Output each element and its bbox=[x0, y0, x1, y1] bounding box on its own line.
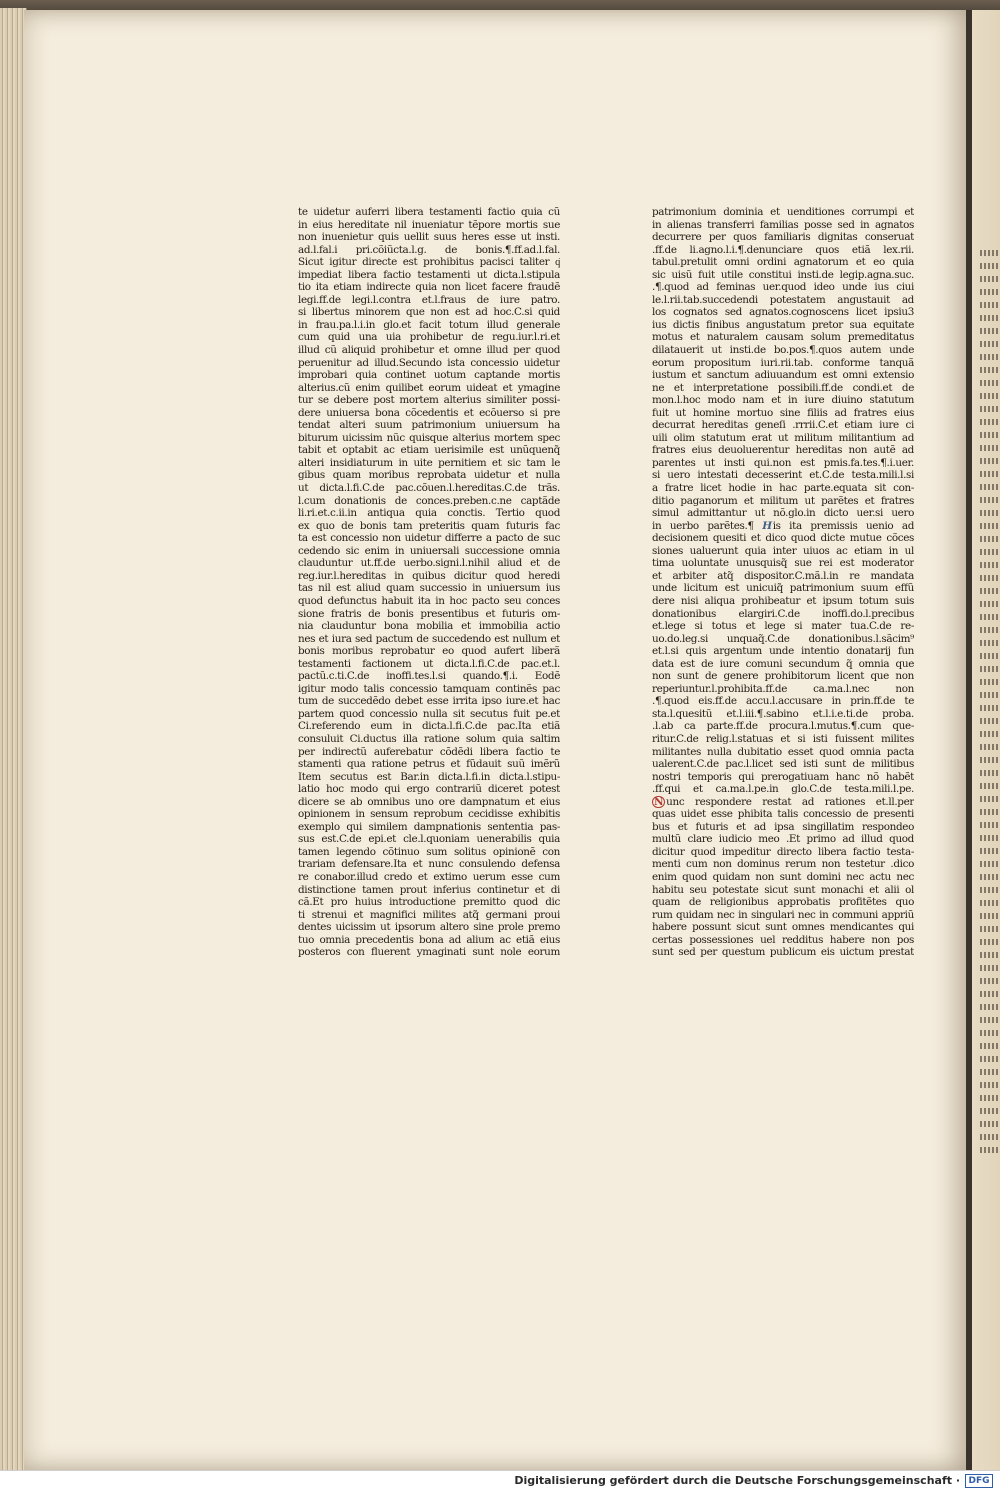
text-line: distinctione tamen prout inferius continetur et di bbox=[298, 883, 560, 896]
adjacent-text-fragment bbox=[980, 965, 1000, 971]
text-line: Sicut igitur directe est prohibitus pacisci taliter q͂ bbox=[298, 256, 560, 269]
adjacent-text-fragment bbox=[980, 536, 1000, 542]
text-line: et.l.si quis argentum unde intentio donatarij fun bbox=[652, 645, 914, 658]
text-line: tima uoluntate unusquisq̃ sue rei est moderator bbox=[652, 557, 914, 570]
text-line: biturum uicissim nũc quisque alterius mortem spec bbox=[298, 431, 560, 444]
text-line: nes et iura sed pactum de succedendo est nullum et bbox=[298, 632, 560, 645]
text-line: ut dicta.l.fi.C.de pac.cõuen.l.hereditas.C.de trãs. bbox=[298, 482, 560, 495]
text-line: ne et interpretatione possibili.ff.de condi.et de bbox=[652, 381, 914, 394]
text-line: eorum propositum iuri.rii.tab. conforme tanquã bbox=[652, 356, 914, 369]
adjacent-text-fragment bbox=[980, 354, 1000, 360]
text-line: cã.Et pro huius introductione premitto quod dic bbox=[298, 896, 560, 909]
text-line: parentes ut insti qui.non est pmis.fa.tes.¶.i.uer. bbox=[652, 456, 914, 469]
adjacent-text-fragment bbox=[980, 770, 1000, 776]
funding-notice: Digitalisierung gefördert durch die Deutsche Forschungsgemeinschaft · bbox=[514, 1474, 960, 1487]
text-line: Item secutus est Bar.in dicta.l.fi.in dicta.l.stipu- bbox=[298, 770, 560, 783]
text-line: nostri temporis qui prerogatiuam hanc nõ habẽt bbox=[652, 770, 914, 783]
adjacent-text-fragment bbox=[980, 731, 1000, 737]
text-line: re conabor.illud credo et extimo uerum esse cum bbox=[298, 870, 560, 883]
adjacent-text-fragment bbox=[980, 796, 1000, 802]
text-line: sus est.C.de epi.et cle.l.quoniam uenerabilis quia bbox=[298, 833, 560, 846]
text-line: improbari quia continet uotum captande mortis bbox=[298, 369, 560, 382]
adjacent-text-fragment bbox=[980, 874, 1000, 880]
adjacent-page-edge bbox=[966, 10, 1000, 1470]
adjacent-text-fragment bbox=[980, 1004, 1000, 1010]
text-line: in eius hereditate nil inueniatur tẽpore mortis sue bbox=[298, 218, 560, 231]
text-line: dilatauerit ut insti.de bo.pos.¶.quos autem unde bbox=[652, 344, 914, 357]
adjacent-text-fragment bbox=[980, 1147, 1000, 1153]
text-line: ualerent.C.de pac.l.licet sed isti sunt de militibus bbox=[652, 758, 914, 771]
adjacent-text-fragment bbox=[980, 1017, 1000, 1023]
text-line: opinionem in sensum reprobum cecidisse exhibitis bbox=[298, 808, 560, 821]
adjacent-text-fragment bbox=[980, 835, 1000, 841]
text-line: .¶.quod ad feminas uer.quod ideo unde ius ciui bbox=[652, 281, 914, 294]
text-line: si uero intestati decesserint et.C.de testa.mili.l.si bbox=[652, 469, 914, 482]
text-column-right bbox=[652, 206, 914, 1126]
adjacent-text-fragment bbox=[980, 1095, 1000, 1101]
adjacent-text-fragment bbox=[980, 549, 1000, 555]
text-line: dentes uicissim ut ipsorum altero sine prole premo bbox=[298, 921, 560, 934]
text-line: testamenti factionem ut dicta.l.fi.C.de pac.et.l. bbox=[298, 657, 560, 670]
adjacent-text-fragment bbox=[980, 1030, 1000, 1036]
text-line: te uidetur auferri libera testamenti factio quia cũ bbox=[298, 206, 560, 218]
text-line: multũ clare iudicio meo .Et primo ad illud quod bbox=[652, 833, 914, 846]
adjacent-text-fragment bbox=[980, 640, 1000, 646]
adjacent-text-fragment bbox=[980, 328, 1000, 334]
text-line: igitur modo talis concessio tamquam continẽs pac bbox=[298, 682, 560, 695]
text-line: .ff.de li.agno.l.i.¶.denunciare quos etiã lex.rii. bbox=[652, 243, 914, 256]
text-line bbox=[652, 796, 914, 809]
text-line: li.ri.et.c.ii.in antiqua quia conctis. Tertio quod bbox=[298, 507, 560, 520]
text-line: in frau.pa.l.i.in glo.et facit totum illud generale bbox=[298, 318, 560, 331]
text-line: bonis moribus reprobatur eo quod aufert liberã bbox=[298, 645, 560, 658]
text-line: motus et naturalem causam solum premeditatus bbox=[652, 331, 914, 344]
text-line: trariam defensare.Ita et nunc consulendo defensa bbox=[298, 858, 560, 871]
adjacent-text-fragment bbox=[980, 913, 1000, 919]
dfg-logo-text: DFG bbox=[965, 1474, 992, 1488]
text-line: pactũ.c.ti.C.de inoffi.tes.l.si quando.¶.i. Eodẽ bbox=[298, 670, 560, 683]
adjacent-text-fragment bbox=[980, 809, 1000, 815]
adjacent-text-fragment bbox=[980, 393, 1000, 399]
adjacent-text-fragment bbox=[980, 523, 1000, 529]
text-line: habitu seu potestate sicut sunt monachi et alii ol bbox=[652, 883, 914, 896]
adjacent-text-fragment bbox=[980, 406, 1000, 412]
text-line: donationibus elargiri.C.de inoffi.do.l.precibus bbox=[652, 607, 914, 620]
adjacent-text-fragment bbox=[980, 419, 1000, 425]
text-line: sunt sed per questum publicum eis uictum prestat bbox=[652, 946, 914, 959]
adjacent-text-fragment bbox=[980, 1056, 1000, 1062]
text-line: siones ualuerunt quia inter uiuos ac etiam in ul bbox=[652, 544, 914, 557]
text-line: Ci.referendo eum in dicta.l.fi.C.de pac.Ita etiã bbox=[298, 720, 560, 733]
text-line: legi.ff.de legi.l.contra et.l.fraus de iure patro. bbox=[298, 293, 560, 306]
text-line: sione fratris de bonis presentibus et futuris om- bbox=[298, 607, 560, 620]
text-line: l.cum donationis de conces.preben.c.ne captãde bbox=[298, 494, 560, 507]
adjacent-text-fragment bbox=[980, 575, 1000, 581]
text-line: impediat libera factio testamenti ut dicta.l.stipula bbox=[298, 268, 560, 281]
text-line: uili olim statutum erat ut militum militantium ad bbox=[652, 431, 914, 444]
adjacent-text-fragment bbox=[980, 432, 1000, 438]
adjacent-text-fragment bbox=[980, 848, 1000, 854]
text-line: a fratre licet hodie in hac parte.equata sit con- bbox=[652, 482, 914, 495]
adjacent-text-fragment bbox=[980, 484, 1000, 490]
adjacent-text-fragment bbox=[980, 744, 1000, 750]
adjacent-text-fragment bbox=[980, 952, 1000, 958]
dfg-logo-icon[interactable] bbox=[964, 1474, 994, 1488]
text-line: et.lege si totus et lege si mater tua.C.de re- bbox=[652, 620, 914, 633]
adjacent-text-fragment bbox=[980, 679, 1000, 685]
adjacent-text-fragment bbox=[980, 588, 1000, 594]
text-line: decurrere per quos familiaris dignitas conseruat bbox=[652, 231, 914, 244]
adjacent-text-fragment bbox=[980, 978, 1000, 984]
text-line: decurrat hereditas geneſi .rrrii.C.et etiam iure ci bbox=[652, 419, 914, 432]
adjacent-text-fragment bbox=[980, 471, 1000, 477]
text-line: tuo omnia precedentis bona ad alium ac etiã eius bbox=[298, 933, 560, 946]
text-line: dicere se ab omnibus uno ore dampnatum et eius bbox=[298, 795, 560, 808]
adjacent-text-fragment bbox=[980, 861, 1000, 867]
adjacent-text-fragment bbox=[980, 367, 1000, 373]
text-line-segment: unc respondere restat ad rationes et.ll.per bbox=[666, 795, 914, 808]
text-line: exemplo qui similem dampnationis sententia pas- bbox=[298, 820, 560, 833]
adjacent-text-fragment bbox=[980, 757, 1000, 763]
text-line: non inuenietur quis uellit suus heres esse ut insti. bbox=[298, 231, 560, 244]
adjacent-text-fragment bbox=[980, 315, 1000, 321]
text-line: non sunt de genere prohibitorum licent que non bbox=[652, 670, 914, 683]
text-line: alteri insidiaturum in uite pernitiem et sic tam le bbox=[298, 456, 560, 469]
text-line: fratres eius deuoluerentur hereditas non autẽ ad bbox=[652, 444, 914, 457]
text-line: ti strenui et magnifici milites atq̃ germani proui bbox=[298, 908, 560, 921]
text-line: tabul.pretulit omni ordini agnatorum et eo quia bbox=[652, 256, 914, 269]
text-line: alterius.cũ enim quilibet eorum uideat et ymagine bbox=[298, 381, 560, 394]
text-line: certas possessiones uel redditus habere non pos bbox=[652, 933, 914, 946]
text-line: dere uniuersa bona cõcedentis et ecõuerso si pre bbox=[298, 406, 560, 419]
text-line: rum quidam nec in singulari nec in communi appriũ bbox=[652, 908, 914, 921]
text-line: posteros con fluerent ymaginati sunt nole eorum bbox=[298, 946, 560, 959]
adjacent-text-fragment bbox=[980, 627, 1000, 633]
text-column-left bbox=[298, 206, 560, 1116]
adjacent-text-fragment bbox=[980, 458, 1000, 464]
text-line: sic uisũ fuit utile constitui insti.de legip.agna.suc. bbox=[652, 268, 914, 281]
text-line: .¶.quod eis.ff.de accu.l.accusare in prin.ff.de te bbox=[652, 695, 914, 708]
text-line: tendat alteri suum patrimonium uniuersum ha bbox=[298, 419, 560, 432]
text-line: dere nisi aliqua prohibeatur et ipsum totum suis bbox=[652, 594, 914, 607]
text-line: reg.iur.l.hereditas in quibus dicitur quod heredi bbox=[298, 569, 560, 582]
page-stack-edge bbox=[0, 8, 27, 1470]
text-line: sta.l.quesitũ et.l.iii.¶.sabino et.l.i.e.ti.de proba. bbox=[652, 707, 914, 720]
adjacent-text-fragment bbox=[980, 939, 1000, 945]
text-line-segment: is ita premissis uenio ad bbox=[772, 519, 914, 532]
text-line: tum de succedẽdo debet esse irrita ipso iure.et hac bbox=[298, 695, 560, 708]
adjacent-text-fragment bbox=[980, 510, 1000, 516]
text-line: per indirectũ auferebatur cõdẽdi libera factio te bbox=[298, 745, 560, 758]
adjacent-text-fragment bbox=[980, 666, 1000, 672]
adjacent-text-fragment bbox=[980, 705, 1000, 711]
text-line: partem quod concessio nulla sit secutus fuit pe.et bbox=[298, 707, 560, 720]
adjacent-text-fragment bbox=[980, 653, 1000, 659]
text-line bbox=[652, 520, 914, 533]
text-line: menti cum non dominus rerum non testetur .dico bbox=[652, 858, 914, 871]
text-line: le.l.rii.tab.succedendi potestatem angustauit ad bbox=[652, 293, 914, 306]
adjacent-text-fragment bbox=[980, 445, 1000, 451]
footer-bar bbox=[0, 1470, 1000, 1492]
text-line: fuit ut homine mortuo sine filiis ad fratres eius bbox=[652, 406, 914, 419]
adjacent-text-fragment bbox=[980, 341, 1000, 347]
text-line: cum quid una uia prohibetur de regu.iur.l.ri.et bbox=[298, 331, 560, 344]
adjacent-text-fragment bbox=[980, 692, 1000, 698]
text-line: habere possunt sicut sunt omnes mendicantes qui bbox=[652, 921, 914, 934]
adjacent-text-fragment bbox=[980, 1134, 1000, 1140]
adjacent-text-fragment bbox=[980, 601, 1000, 607]
text-line: clauduntur ut.ff.de uerbo.signi.l.nihil aliud et de bbox=[298, 557, 560, 570]
text-line: tur se debere post mortem alterius similiter possi- bbox=[298, 394, 560, 407]
adjacent-text-fragment bbox=[980, 614, 1000, 620]
text-line: quod defunctus habuit ita in hoc pacto seu conces bbox=[298, 594, 560, 607]
text-line: si libertus minorem que non est ad hoc.C.si quid bbox=[298, 306, 560, 319]
adjacent-text-fragment bbox=[980, 718, 1000, 724]
adjacent-text-fragment bbox=[980, 276, 1000, 282]
adjacent-text-fragment bbox=[980, 991, 1000, 997]
text-line: in alienas transferri familias posse sed in agnatos bbox=[652, 218, 914, 231]
text-line: stamenti qua ratione petrus et fũdauit suũ imẽrũ bbox=[298, 758, 560, 771]
text-line: ditio paganorum et militum ut parẽtes et fratres bbox=[652, 494, 914, 507]
text-line: los cognatos sed agnatos.cognoscens licet ipsiu3 bbox=[652, 306, 914, 319]
text-line: decisionem quesiti et dico quod dicte mutue cõces bbox=[652, 532, 914, 545]
text-line: .l.ab ca parte.ff.de procura.l.mutus.¶.cum que- bbox=[652, 720, 914, 733]
text-line: et arbiter atq̃ dispositor.C.mã.l.in re mandata bbox=[652, 569, 914, 582]
adjacent-text-fragment bbox=[980, 562, 1000, 568]
text-line: peruenitur ad illud.Secundo ista concessio uidetur bbox=[298, 356, 560, 369]
adjacent-text-fragment bbox=[980, 1043, 1000, 1049]
text-line: data est de iure comuni secundum q̃ omnia que bbox=[652, 657, 914, 670]
adjacent-text-fragment bbox=[980, 887, 1000, 893]
initial-capital-blue: H bbox=[762, 519, 772, 532]
text-line: tamen legendo cõtinuo sum solitus opinionẽ con bbox=[298, 845, 560, 858]
adjacent-text-fragment bbox=[980, 263, 1000, 269]
text-line: mon.l.hoc modo nam et in iure diuino statutum bbox=[652, 394, 914, 407]
text-line: nia clauduntur bona mobilia et immobilia actio bbox=[298, 620, 560, 633]
text-line: enim quod quidam non sunt domini nec actu nec bbox=[652, 870, 914, 883]
text-line: .ff.qui et ca.ma.l.pe.in glo.C.de testa.mili.l.pe. bbox=[652, 783, 914, 796]
text-line: ius dictis finibus angustatum pretor sua equitate bbox=[652, 318, 914, 331]
adjacent-text-fragment bbox=[980, 1082, 1000, 1088]
text-line-segment: in uerbo parẽtes.¶ bbox=[652, 519, 754, 532]
text-line: gibus quam moribus reprobata uidetur et nulla bbox=[298, 469, 560, 482]
text-line: cedendo sic enim in uniuersali successione omnia bbox=[298, 544, 560, 557]
text-line: tio ita etiam indirecte quia non licet facere fraudẽ bbox=[298, 281, 560, 294]
adjacent-text-fragment bbox=[980, 497, 1000, 503]
adjacent-text-fragment bbox=[980, 380, 1000, 386]
text-line: tas nil est aliud quam successio in uniuersum ius bbox=[298, 582, 560, 595]
adjacent-text-fragment bbox=[980, 250, 1000, 256]
adjacent-text-fragment bbox=[980, 900, 1000, 906]
text-line: ad.l.fal.i pri.cõiũcta.l.g. de bonis.¶.ff.ad.l.fal. bbox=[298, 243, 560, 256]
adjacent-text-fragment bbox=[980, 302, 1000, 308]
text-line: ta est concessio non uidetur differre a pacto de suc bbox=[298, 532, 560, 545]
text-line: simul admittantur ut nõ.glo.in dicto uer.si uero bbox=[652, 507, 914, 520]
text-line: quas uidet esse phibita talis concessio de presenti bbox=[652, 808, 914, 821]
text-line: iustum et sanctum adiuuandum est omni extensio bbox=[652, 369, 914, 382]
adjacent-text-fragment bbox=[980, 289, 1000, 295]
adjacent-text-fragment bbox=[980, 1069, 1000, 1075]
adjacent-text-fragment bbox=[980, 783, 1000, 789]
adjacent-text-fragment bbox=[980, 822, 1000, 828]
text-line: latio hoc modo qui ergo contrariũ diceret potest bbox=[298, 783, 560, 796]
text-line: consuluit Ci.ductus illa ratione solum quia saltim bbox=[298, 732, 560, 745]
adjacent-text-fragment bbox=[980, 926, 1000, 932]
text-line: tabit et optabit ac etiam uerisimile est unũquenq̃ bbox=[298, 444, 560, 457]
adjacent-text-fragment bbox=[980, 1108, 1000, 1114]
text-line: bus et futuris et ad ipsa singillatim respondeo bbox=[652, 820, 914, 833]
text-line: ex quo de bonis tam preteritis quam futuris fac bbox=[298, 519, 560, 532]
text-line: militantes nulla dubitatio esset quod omnia pacta bbox=[652, 745, 914, 758]
text-line: illud cũ aliquid prohibetur et omne illud per quod bbox=[298, 344, 560, 357]
text-line: patrimonium dominia et uenditiones corrumpi et bbox=[652, 206, 914, 218]
adjacent-text-fragment bbox=[980, 1121, 1000, 1127]
text-line: uo.do.leg.si unquaq̃.C.de donationibus.l.sãcim⁹ bbox=[652, 632, 914, 645]
text-line: quam de religionibus approbatis profitẽtes quo bbox=[652, 896, 914, 909]
text-line: ritur.C.de relig.l.statuas et si isti fuissent milites bbox=[652, 732, 914, 745]
text-line: dicitur quod impeditur directo libera factio testa- bbox=[652, 845, 914, 858]
initial-capital-red: N bbox=[654, 795, 664, 808]
text-line: unde licitum est unicuiq̃ patrimonium suum effũ bbox=[652, 582, 914, 595]
text-line: reperiuntur.l.prohibita.ff.de ca.ma.l.nec non bbox=[652, 682, 914, 695]
